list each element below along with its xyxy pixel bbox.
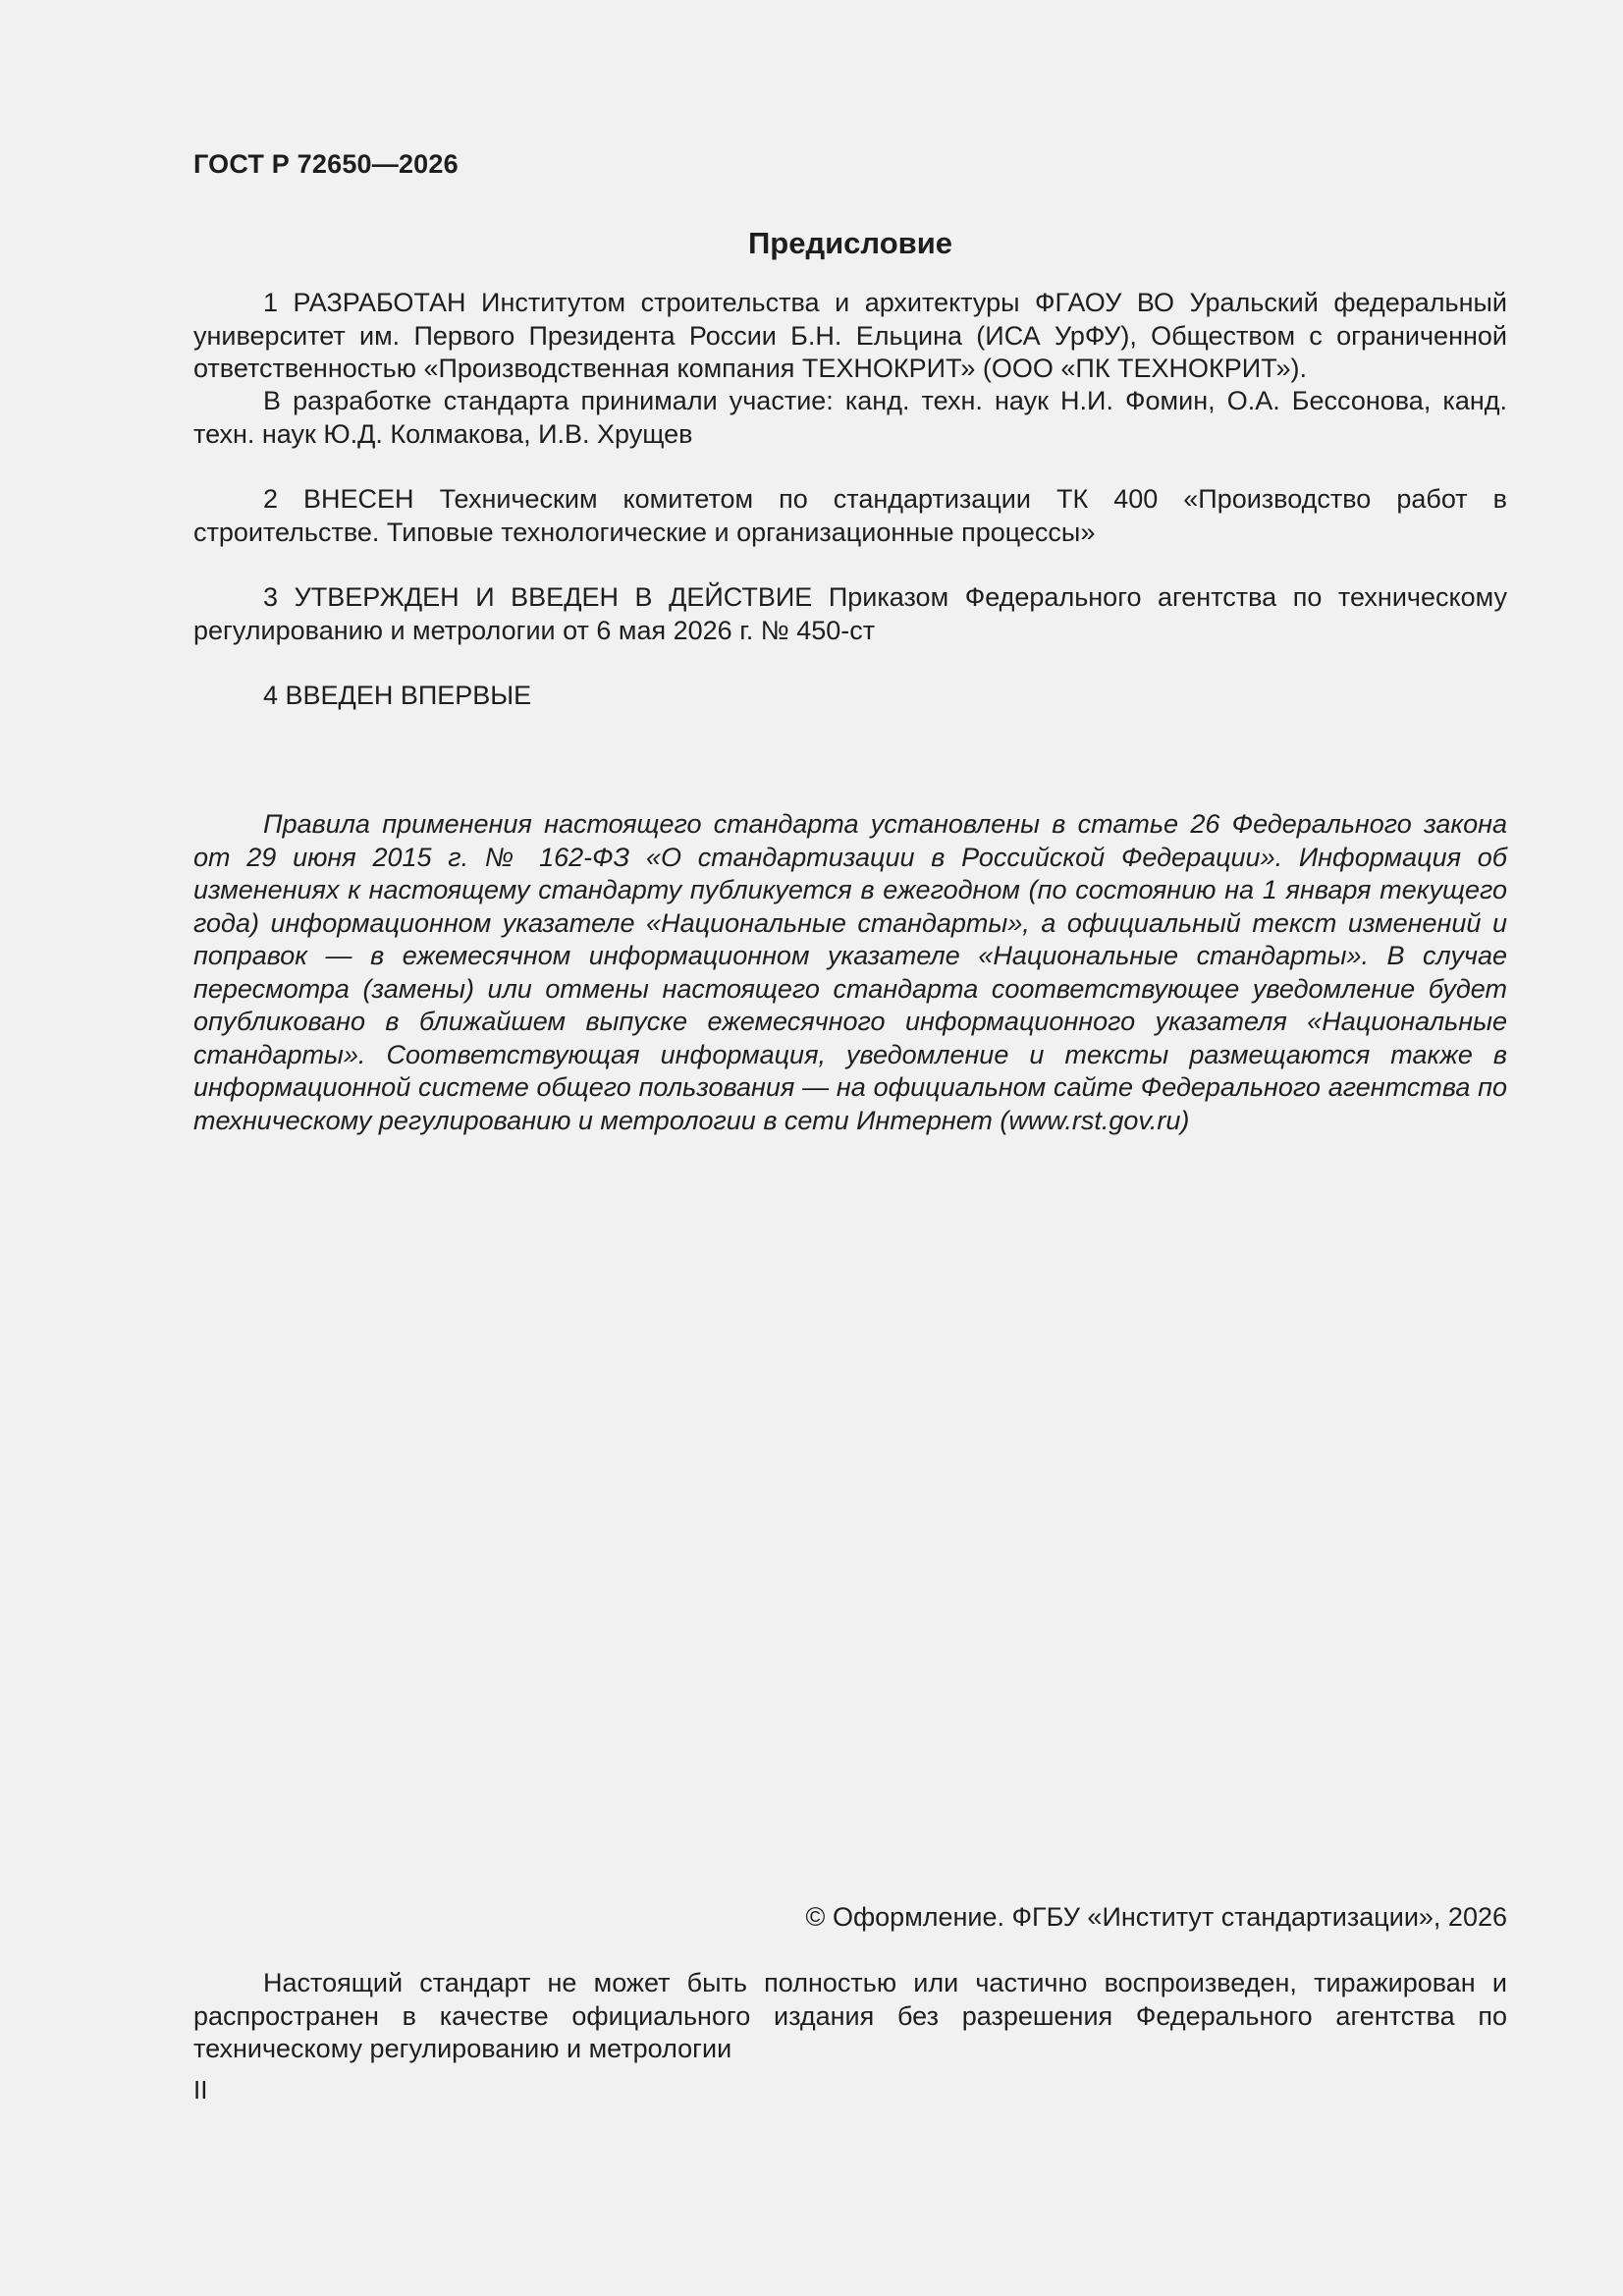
paragraph-first-introduced: 4 ВВЕДЕН ВПЕРВЫЕ — [263, 681, 532, 710]
paragraph-introduced-by: 2 ВНЕСЕН Техническим комитетом по стандартизации ТК 400 «Производство работ в строительстве. Типовые технологические и организационные процессы» — [193, 484, 1507, 547]
paragraph-developed-by: 1 РАЗРАБОТАН Институтом строительства и архитектуры ФГАОУ ВО Уральский федеральный университет им. Первого Президента России Б.Н. Ельцина (ИСА УрФУ), Обществом с ограниченной ответственностью «Производственная компания ТЕХНОКРИТ» (ООО «ПК ТЕХНОКРИТ»). — [193, 288, 1507, 383]
paragraph-participants: В разработке стандарта принимали участие: канд. техн. наук Н.И. Фомин, О.А. Бессонова, канд. техн. наук Ю.Д. Колмакова, И.В. Хрущев — [193, 386, 1507, 449]
paragraph-reproduction-notice: Настоящий стандарт не может быть полностью или частично воспроизведен, тиражирован и распространен в качестве официального издания без разрешения Федерального агентства по техническому регулированию и метрологии — [193, 1968, 1507, 2063]
page-title: Предисловие — [747, 226, 952, 260]
paragraph-application-rules: Правила применения настоящего стандарта установлены в статье 26 Федерального закона от 29 июня 2015 г. № 162-ФЗ «О стандартизации в Российской Федерации». Информация об изменениях к настоящему стандарту публикуется в ежегодном (по состоянию на 1 января текущего года) информационном указателе «Национальные стандарты», а официальный текст изменений и поправок — в ежемесячном информационном указателе «Национальные стандарты». В случае пересмотра (замены) или отмены настоящего стандарта соответствующее уведомление будет опубликовано в ближайшем выпуске ежемесячного информационного указателя «Национальные стандарты». Соответствующая информация, уведомление и тексты размещаются также в информационной системе общего пользования — на официальном сайте Федерального агентства по техническому регулированию и метрологии в сети Интернет (www.rst.gov.ru) — [193, 809, 1507, 1135]
paragraph-approved: 3 УТВЕРЖДЕН И ВВЕДЕН В ДЕЙСТВИЕ Приказом Федерального агентства по техническому регулированию и метрологии от 6 мая 2026 г. № 450-ст — [193, 582, 1507, 645]
standard-code: ГОСТ Р 72650—2026 — [193, 149, 459, 179]
page-number: II — [193, 2075, 208, 2105]
copyright-notice: © Оформление. ФГБУ «Институт стандартизации», 2026 — [805, 1902, 1507, 1932]
